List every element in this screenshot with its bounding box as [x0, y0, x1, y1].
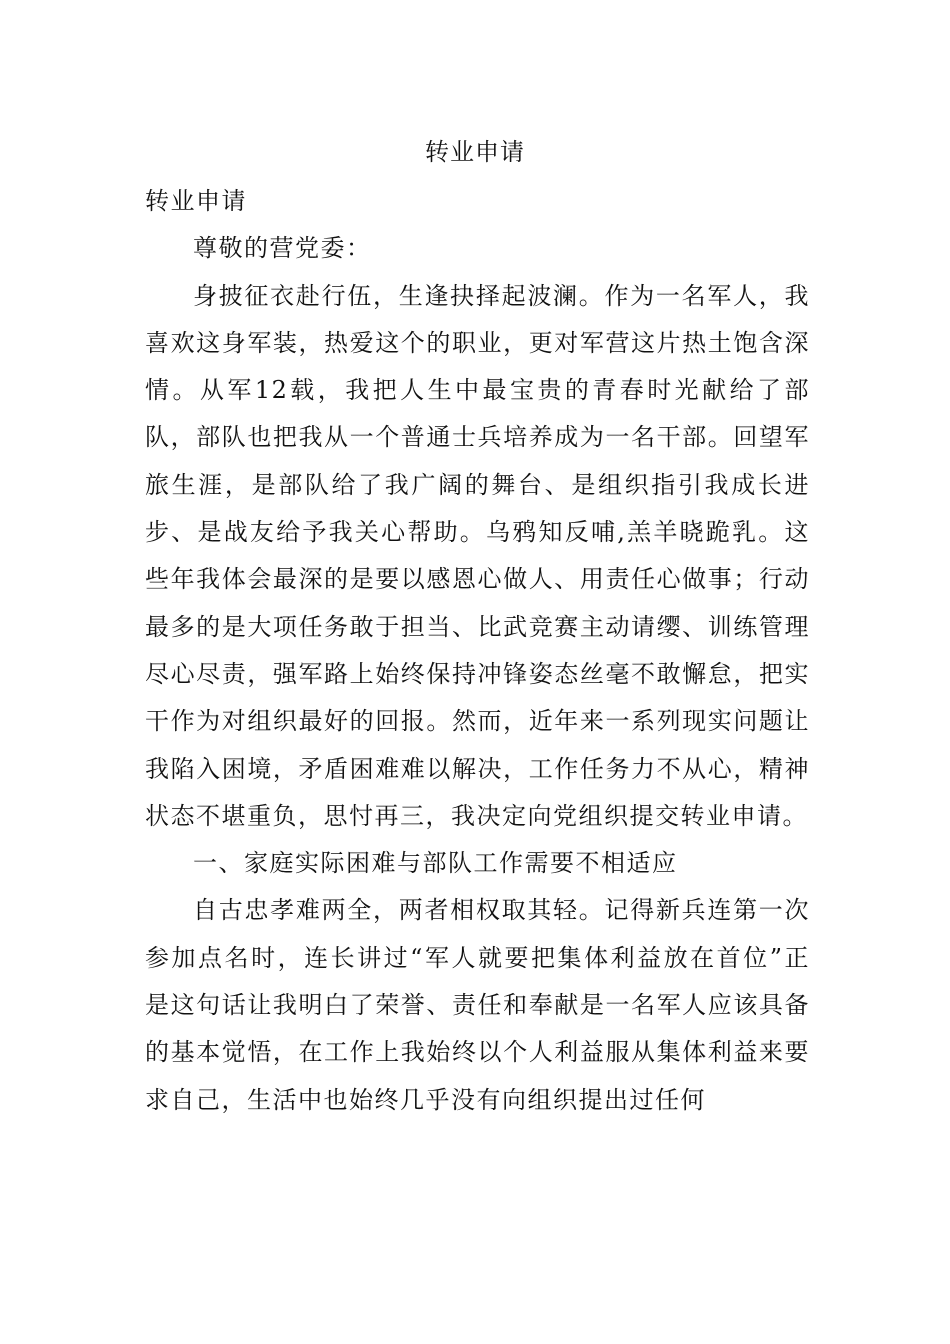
- paragraph-section-1: 自古忠孝难两全，两者相权取其轻。记得新兵连第一次参加点名时，连长讲过“军人就要把集体利益放在首位”正是这句话让我明白了荣誉、责任和奉献是一名军人应该具备的基本觉悟，在工作上我始终以个人利益服从集体利益来要求自己，生活中也始终几乎没有向组织提出过任何: [145, 896, 810, 1114]
- document-body: [145, 178, 810, 1124]
- document-heading: 转业申请: [145, 187, 247, 215]
- section-heading-1: 一、家庭实际困难与部队工作需要不相适应: [193, 849, 678, 878]
- paragraph-intro: 身披征衣赴行伍，生逢抉择起波澜。作为一名军人，我喜欢这身军装，热爱这个的职业，更对军营这片热土饱含深情。从军12载，我把人生中最宝贵的青春时光献给了部队，部队也把我从一个普通士兵培养成为一名干部。回望军旅生涯，是部队给了我广阔的舞台、是组织指引我成长进步、是战友给予我关心帮助。乌鸦知反哺,羔羊晓跪乳。这些年我体会最深的是要以感恩心做人、用责任心做事；行动最多的是大项任务敢于担当、比武竞赛主动请缨、训练管理尽心尽责，强军路上始终保持冲锋姿态丝毫不敢懈怠，把实干作为对组织最好的回报。然而，近年来一系列现实问题让我陷入困境，矛盾困难难以解决，工作任务力不从心，精神状态不堪重负，思忖再三，我决定向党组织提交转业申请。: [145, 281, 810, 830]
- document-title: 转业申请: [425, 138, 525, 166]
- salutation: 尊敬的营党委：: [193, 234, 372, 263]
